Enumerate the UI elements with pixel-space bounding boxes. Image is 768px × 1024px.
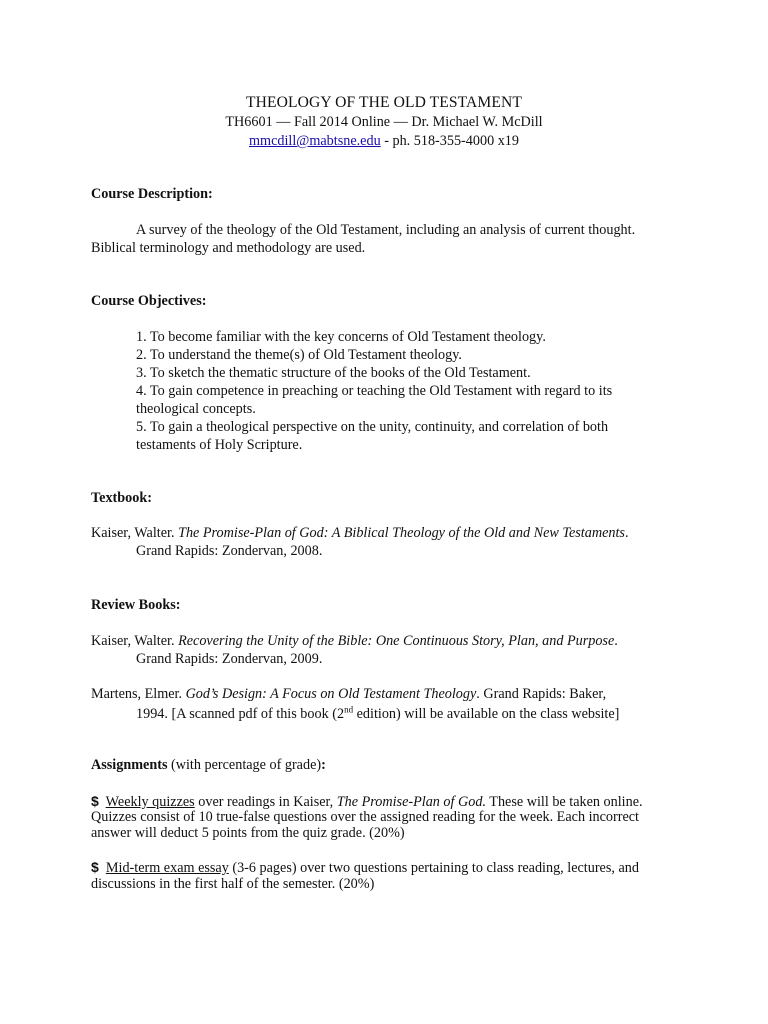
email-link[interactable]: mmcdill@mabtsne.edu <box>249 133 381 149</box>
objective-item-continued: testaments of Holy Scripture. <box>136 437 303 453</box>
review-book-1-author: Kaiser, Walter. <box>91 633 179 649</box>
quiz-text-end: These will be taken online. <box>486 794 643 810</box>
textbook-author: Kaiser, Walter. <box>91 525 179 541</box>
textbook-title-end: . <box>624 525 629 541</box>
description-line-1: A survey of the theology of the Old Testament, including an analysis of current thought. <box>136 222 636 238</box>
description-heading: Course Description: <box>91 186 213 202</box>
quiz-line-3: answer will deduct 5 points from the quiz grade. (20%) <box>91 825 405 841</box>
midterm-label: Mid-term exam essay <box>105 860 229 876</box>
edition-superscript: nd <box>344 704 354 715</box>
review-book-1-publisher: Grand Rapids: Zondervan, 2009. <box>136 651 323 667</box>
textbook-citation <box>91 524 629 542</box>
review-book-2-publisher: . Grand Rapids: Baker, <box>476 686 607 702</box>
objectives-heading: Course Objectives: <box>91 293 207 309</box>
quiz-text: over readings in Kaiser, <box>194 794 337 810</box>
assignments-heading-colon: : <box>321 757 326 773</box>
objective-item: 3. To sketch the thematic structure of the books of the Old Testament. <box>136 365 531 381</box>
bullet-icon: $ <box>91 859 99 875</box>
description-line-2: Biblical terminology and methodology are used. <box>91 240 366 256</box>
review-book-2-author: Martens, Elmer. <box>91 686 186 702</box>
course-title: THEOLOGY OF THE OLD TESTAMENT <box>246 94 522 111</box>
assignments-heading-label: Assignments <box>91 757 168 773</box>
review-book-2-note-text: 1994. [A scanned pdf of this book (2 <box>136 706 345 722</box>
review-book-2-note-text-end: edition) will be available on the class website] <box>353 706 620 722</box>
midterm-text: (3-6 pages) over two questions pertaining to class reading, lectures, and <box>228 860 639 876</box>
phone-text: - ph. 518-355-4000 x19 <box>380 133 519 149</box>
objective-item-continued: theological concepts. <box>136 401 256 417</box>
bullet-icon: $ <box>91 793 99 809</box>
objective-item: 2. To understand the theme(s) of Old Testament theology. <box>136 347 462 363</box>
review-book-2-title: God’s Design: A Focus on Old Testament Theology <box>185 686 477 702</box>
review-book-2-note <box>136 705 619 723</box>
quiz-label: Weekly quizzes <box>105 794 195 810</box>
textbook-publisher: Grand Rapids: Zondervan, 2008. <box>136 543 323 559</box>
quiz-book-title: The Promise-Plan of God. <box>336 794 486 810</box>
course-info: TH6601 — Fall 2014 Online — Dr. Michael W. McDill <box>225 114 543 130</box>
review-book-2 <box>91 685 606 703</box>
objective-item: 1. To become familiar with the key concerns of Old Testament theology. <box>136 329 546 345</box>
review-book-1 <box>91 632 618 650</box>
review-books-heading: Review Books: <box>91 597 181 613</box>
objective-item: 5. To gain a theological perspective on the unity, continuity, and correlation of both <box>136 419 609 435</box>
assignments-heading <box>91 756 326 774</box>
textbook-title: The Promise-Plan of God: A Biblical Theology of the Old and New Testaments <box>178 525 625 541</box>
quiz-line-2: Quizzes consist of 10 true-false questions over the assigned reading for the week. Each incorrect <box>91 809 639 825</box>
review-book-1-title: Recovering the Unity of the Bible: One Continuous Story, Plan, and Purpose <box>178 633 615 649</box>
assignments-heading-note: (with percentage of grade) <box>167 757 322 773</box>
objective-item: 4. To gain competence in preaching or teaching the Old Testament with regard to its <box>136 383 613 399</box>
contact-line <box>0 132 768 150</box>
review-book-1-title-end: . <box>614 633 618 649</box>
midterm-line-2: discussions in the first half of the semester. (20%) <box>91 876 375 892</box>
textbook-heading: Textbook: <box>91 490 152 506</box>
